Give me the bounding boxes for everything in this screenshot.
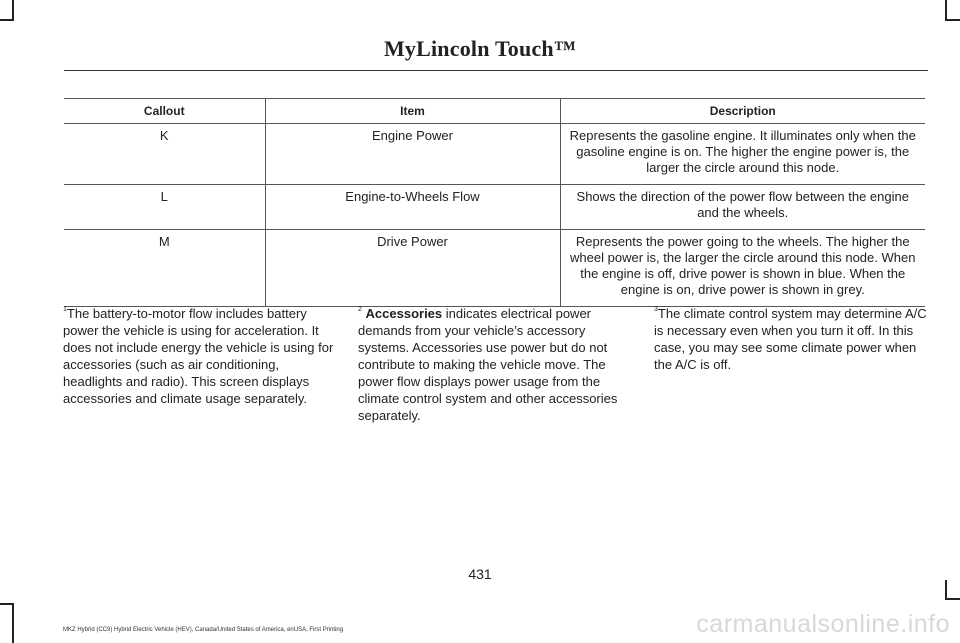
crop-mark-bottom-right-h — [945, 598, 960, 600]
callout-table — [64, 98, 925, 307]
callout-cell: L — [64, 185, 265, 230]
crop-mark-top-right-h — [945, 19, 960, 21]
watermark: carmanualsonline.info — [696, 610, 950, 638]
crop-mark-top-left-v — [12, 0, 14, 20]
footnote-2 — [358, 305, 634, 424]
description-cell: Represents the power going to the wheels. The higher the wheel power is, the larger the circle around this node. When the engine is off, drive power is shown in blue. When the engine is on, drive power is shown in grey. — [560, 230, 925, 307]
footnote-marker: 3 — [654, 306, 658, 313]
footnote-term: Accessories — [365, 306, 443, 321]
print-info: MKZ Hybrid (CC9) Hybrid Electric Vehicle (HEV), Canada/United States of America, enUSA, First Printing — [63, 627, 344, 633]
page-title: MyLincoln Touch™ — [383, 36, 577, 61]
footnote-text: indicates electrical power demands from your vehicle’s accessory systems. Accessories use power but do not contribute to making the vehicle move. The power flow displays power usage from the climate control system and other accessories separately. — [358, 306, 618, 423]
callout-cell: M — [64, 230, 265, 307]
table-row — [64, 185, 925, 230]
table-header-row — [64, 99, 925, 124]
column-header-callout: Callout — [64, 99, 265, 124]
footnote-text: The climate control system may determine A/C is necessary even when you turn it off. In this case, you may see some climate power when the A/C is off. — [654, 306, 927, 372]
footnote-text: The battery-to-motor flow includes battery power the vehicle is using for acceleration. It does not include energy the vehicle is using for accessories (such as air conditioning, headlights and radio). This screen displays accessories and climate usage separately. — [63, 306, 334, 406]
footnote-3 — [654, 305, 930, 373]
crop-mark-bottom-left-v — [12, 603, 14, 643]
footnote-marker: 1 — [63, 306, 67, 313]
crop-mark-bottom-left-h — [0, 603, 14, 605]
crop-mark-top-left-h — [0, 19, 14, 21]
item-cell: Drive Power — [265, 230, 560, 307]
callout-cell: K — [64, 124, 265, 185]
description-cell: Represents the gasoline engine. It illuminates only when the gasoline engine is on. The higher the engine power is, the larger the circle around this node. — [560, 124, 925, 185]
footnote-1 — [63, 305, 339, 407]
table-row — [64, 230, 925, 307]
footnote-marker: 2 — [358, 306, 362, 313]
header-divider — [64, 70, 928, 71]
crop-mark-top-right-v — [945, 0, 947, 20]
item-cell: Engine-to-Wheels Flow — [265, 185, 560, 230]
column-header-item: Item — [265, 99, 560, 124]
crop-mark-bottom-right-v — [945, 580, 947, 600]
column-header-description: Description — [560, 99, 925, 124]
description-cell: Shows the direction of the power flow between the engine and the wheels. — [560, 185, 925, 230]
item-cell: Engine Power — [265, 124, 560, 185]
table-row — [64, 124, 925, 185]
page-number: 431 — [468, 566, 492, 582]
